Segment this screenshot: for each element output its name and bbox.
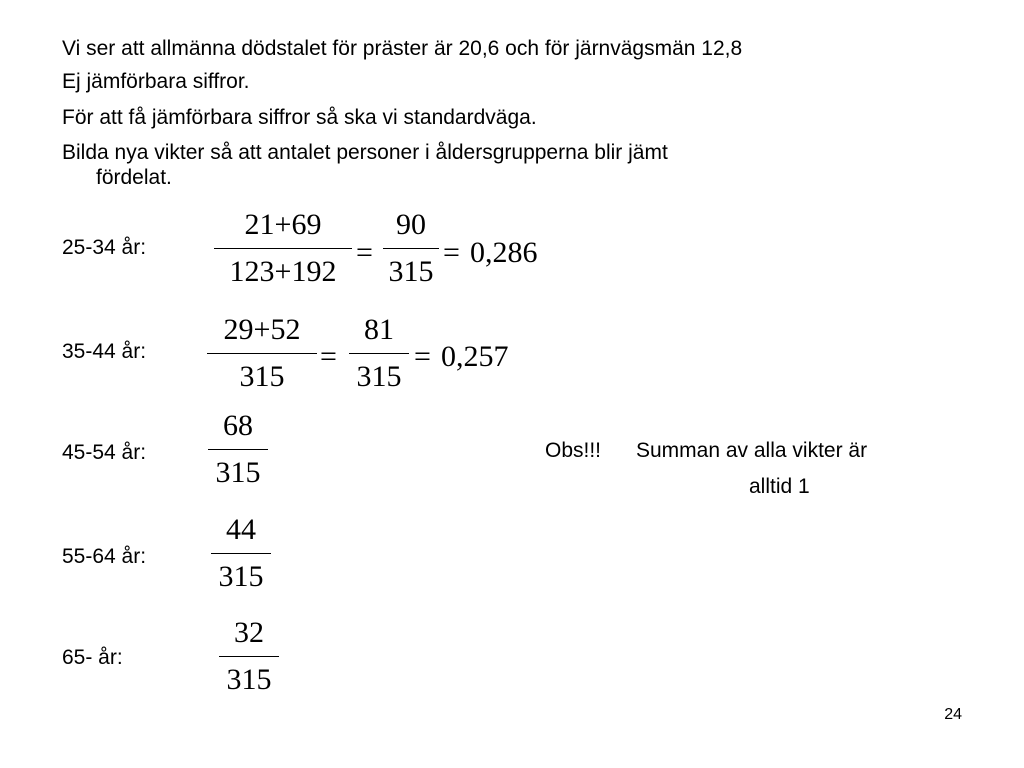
denominator: 315 (218, 560, 264, 593)
intro-line-2: Ej jämförbara siffror. (62, 70, 250, 93)
intro-line-4-continued: fördelat. (96, 166, 172, 189)
intro-line-3: För att få jämförbara siffror så ska vi standardväga. (62, 106, 537, 129)
numerator: 81 (364, 313, 394, 346)
denominator: 315 (226, 663, 272, 696)
equals-sign: = (320, 340, 337, 373)
result-25-34: 0,286 (470, 236, 538, 269)
equals-sign: = (356, 236, 373, 269)
note-line-2: alltid 1 (749, 475, 810, 498)
equals-sign: = (443, 236, 460, 269)
note-line-1: Summan av alla vikter är (636, 439, 868, 462)
denominator: 315 (239, 360, 285, 393)
fraction-55-64 (211, 513, 271, 594)
denominator: 315 (388, 255, 434, 288)
denominator: 315 (356, 360, 402, 393)
numerator: 21+69 (244, 208, 322, 241)
fraction-bar (219, 656, 279, 657)
age-label-25-34: 25-34 år: (62, 236, 147, 259)
numerator: 68 (223, 409, 253, 442)
fraction-bar (214, 248, 352, 249)
numerator: 32 (234, 616, 264, 649)
fraction-bar (383, 248, 439, 249)
note-obs: Obs!!! (545, 439, 602, 462)
denominator: 315 (215, 456, 261, 489)
numerator: 44 (226, 513, 256, 546)
intro-line-4: Bilda nya vikter så att antalet personer i åldersgrupperna blir jämt (62, 141, 668, 164)
fraction-45-54 (208, 409, 268, 490)
age-label-35-44: 35-44 år: (62, 340, 147, 363)
page-number: 24 (944, 706, 962, 723)
fraction-35-44-a (207, 313, 317, 394)
fraction-bar (208, 449, 268, 450)
result-35-44: 0,257 (441, 340, 509, 373)
denominator: 123+192 (229, 255, 337, 288)
age-label-45-54: 45-54 år: (62, 441, 147, 464)
intro-line-1: Vi ser att allmänna dödstalet för präster är 20,6 och för järnvägsmän 12,8 (62, 37, 743, 60)
fraction-65-plus (219, 616, 279, 697)
age-label-55-64: 55-64 år: (62, 545, 147, 568)
fraction-25-34-b (383, 208, 439, 289)
numerator: 90 (396, 208, 426, 241)
fraction-bar (211, 553, 271, 554)
equals-sign: = (414, 340, 431, 373)
fraction-bar (349, 353, 409, 354)
age-label-65-plus: 65- år: (62, 646, 123, 669)
fraction-25-34-a (214, 208, 352, 289)
fraction-35-44-b (349, 313, 409, 394)
fraction-bar (207, 353, 317, 354)
numerator: 29+52 (223, 313, 301, 346)
